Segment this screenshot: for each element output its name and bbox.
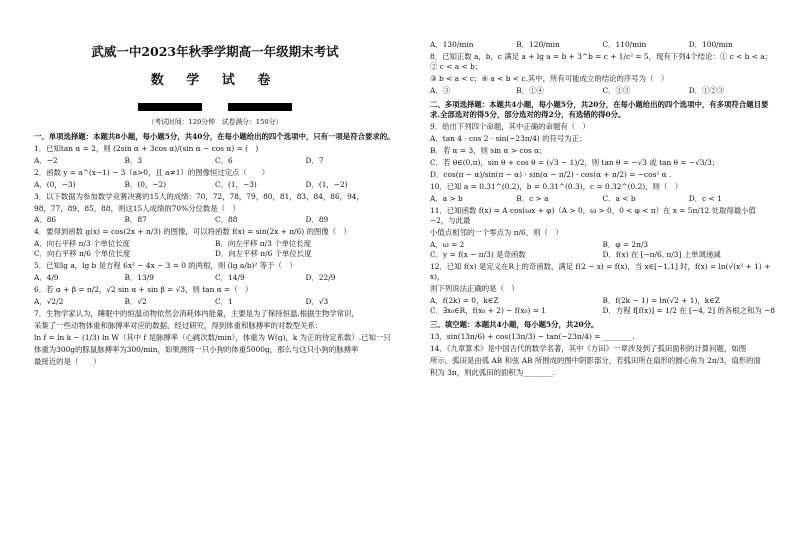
redaction-bar <box>138 103 202 111</box>
question-12-cont: 则下列说法正确的是（ ） <box>430 283 519 293</box>
question-4-options <box>34 239 396 259</box>
exam-meta: （考试时间：120分钟 试卷满分：150分） <box>147 118 283 127</box>
question-4: 4．要得到函数 g(x) = cos(2x + π/3) 的图像，可以将函数 f(x) = sin(2x + π/6) 的图像（ ） <box>34 227 351 237</box>
option: C．若 θ∈(0,π)，sin θ + cos θ = (√3 − 1)/2，则 tan θ = −√3 或 tan θ = −√3/3； <box>430 157 720 167</box>
question-12-options <box>430 296 775 316</box>
option: D．22/9 <box>305 273 336 283</box>
left-column <box>34 0 396 550</box>
redacted-blocks <box>34 103 396 111</box>
question-2-options <box>34 180 396 190</box>
option: D．(1，−2) <box>305 179 348 189</box>
option: C．1 <box>215 297 233 307</box>
question-1-options <box>34 156 396 166</box>
section-heading: 二、多项选择题：本题共4小题，每小题5分，共20分，在每小题给出的四个选项中，有多项符合题目要求.全部选对的得5分，部分选对的得2分，有选错的得0分。 <box>430 99 769 119</box>
option: A．86 <box>34 215 57 225</box>
question-14-cont: 所示，弧田是由弧 AB 和弦 AB 所围成的图中阴影部分，若弧田所在扇形的圆心角为 2π/3，扇形的面 <box>430 355 761 365</box>
option: D．89 <box>305 215 329 225</box>
option: C．①③ <box>602 85 631 95</box>
question-6-options <box>34 297 396 307</box>
right-column <box>430 0 775 550</box>
option: B．c > a <box>516 193 549 203</box>
option: C．y = f(x − π/3) 是奇函数 <box>430 249 526 259</box>
option: D．c < 1 <box>688 193 722 203</box>
question-13: 13．sin(13π/6) + cos(13π/3) − tan(−23π/4) = ________. <box>430 331 635 341</box>
question-14-cont: 积为 3π，则此弧田的面积为________. <box>430 367 556 377</box>
option: A．ω = 2 <box>430 239 465 249</box>
question-7-cont: ln f = ln k − (1/3) ln W（其中 f 是脉搏率（心跳次数/min），体重为 W(g)，k 为正的待定系数）.已知一只 <box>34 333 391 343</box>
question-7-cont: 体重为300g的豚鼠脉搏率为300/min，如果测得一只小狗的体重5000g，那么与这只小狗的脉搏率 <box>34 345 359 355</box>
option: A．130/min <box>430 40 474 49</box>
section-heading: 一、单项选择题：本题共8小题，每小题5分，共40分，在每小题给出的四个选项中，只有一项是符合要求的。 <box>34 131 395 141</box>
question-8-cont: ③ b < a < c；④ a < b < c.其中，所有可能成立的结论的序号为（ ） <box>430 73 669 83</box>
option: C．∃x₀∈R，f(x₀ + 2) − f(x₀) = 1 <box>430 305 546 315</box>
option: A．√2/2 <box>34 297 64 307</box>
question-10: 10．已知 a = 0.31^(0.2)，b = 0.31^(0.3)，c = 0.32^(0.2)，则（ ） <box>430 181 683 191</box>
question-3-cont: 98，77，89，85，88，则这15人成绩的70%分位数是（ ） <box>34 203 240 213</box>
option: B．3 <box>124 155 143 165</box>
question-2: 2．函数 y = a^(x−1) − 3（a>0，且 a≠1）的图像恒过定点（ ） <box>34 167 270 177</box>
question-7-cont: 最接近的是（ ） <box>34 357 101 367</box>
option: B．①④ <box>516 85 544 95</box>
question-7-cont: 采集了一些动物体重和脉搏率对应的数据，经过研究，得到体重和脉搏率的对数型关系： <box>34 321 323 331</box>
question-1: 1．已知tan α = 2，则 (2sin α + 3cos α)/(sin α − cos α) = ( ) <box>34 143 259 153</box>
question-5-options <box>34 273 396 283</box>
option: B．若 α = 3，则 sin α > cos α； <box>430 145 547 155</box>
option: B．√2 <box>124 297 147 307</box>
option: C．向右平移 π/6 个单位长度 <box>34 249 131 259</box>
question-8: 8．已知正数 a，b，c 满足 a + lg a = b + 3^b = c + 1/c² = 5，现有下列4个结论：① c < b < a；② c < a < b； <box>430 51 773 71</box>
option: B．87 <box>124 215 147 225</box>
redaction-bar <box>228 103 292 111</box>
option: B．120/min <box>516 40 560 49</box>
option: A．f(2k) = 0，k∈Z <box>430 295 499 305</box>
question-8-options <box>430 86 775 96</box>
option: D．①②③ <box>688 85 725 95</box>
question-11: 11．已知函数 f(x) = A cos(ωx + φ)（A > 0，ω > 0，0 < φ < π）在 x = 5π/12 处取得最小值 −2，与此最 <box>430 205 756 225</box>
question-11-cont: 小值点相邻的一个零点为 π/6，则（ ） <box>430 227 563 237</box>
option: C．(1，−3) <box>215 179 257 189</box>
option: A．向右平移 π/3 个单位长度 <box>34 239 130 249</box>
option: D．f(x) 在 [−π/6, π/3] 上单调递减 <box>602 249 721 259</box>
option: B．φ = 2π/3 <box>602 239 649 249</box>
question-7-options <box>430 40 775 50</box>
question-14: 14．《九章算术》是中国古代的数学名著，其中《方田》一章涉及到了弧田面积的计算问题，如图 <box>430 343 747 353</box>
option: A．(0，−3) <box>34 179 76 189</box>
option: D．7 <box>305 155 324 165</box>
question-5: 5．已知lg a，lg b 是方程 6x² − 4x − 3 = 0 的两根，则 (lg a/b)² 等于（ ） <box>34 261 297 271</box>
exam-subtitle: 数 学 试 卷 <box>150 72 280 88</box>
question-10-options <box>430 194 775 204</box>
question-7: 7．生物学家认为，睡眠中的恒温动物依然会消耗体内能量，主要是为了保持恒温.根据生物学常识， <box>34 309 359 319</box>
option: C．6 <box>215 155 233 165</box>
option: C．88 <box>215 215 238 225</box>
option: D．cos(π − α)/sin(π − α) · sin(α − π/2) · cos(α + π/2) = −cos² α . <box>430 169 672 179</box>
option: A．−2 <box>34 155 58 165</box>
option: D．√3 <box>305 297 329 307</box>
option: A．③ <box>430 85 451 95</box>
exam-title: 武威一中2023年秋季学期高一年级期末考试 <box>91 44 339 59</box>
option: D．向左平移 π/6 个单位长度 <box>215 249 312 259</box>
option: D．方程 f[f(x)] = 1/2 在 [−4, 2] 的各根之和为 −8 <box>602 305 775 315</box>
option: D．100/min <box>688 40 733 49</box>
option: A．tan 4 · cos 2 · sin(−23π/4) 的符号为正； <box>430 133 587 143</box>
option: B．13/9 <box>124 273 154 283</box>
option: C．110/min <box>602 40 647 49</box>
question-3-options <box>34 215 396 225</box>
option: A．4/9 <box>34 273 59 283</box>
option: B．(0，−2) <box>124 179 167 189</box>
question-12: 12．已知 f(x) 是定义在R上的奇函数，满足 f(2 − x) = f(x)，当 x∈[−1,1] 时，f(x) = ln(√(x² + 1) + x)， <box>430 261 771 281</box>
section-heading: 三、填空题：本题共4小题，每小题5分，共20分。 <box>430 319 599 329</box>
question-9: 9．给出下列四个命题，其中正确的命题有（ ） <box>430 121 590 131</box>
option: C．a < b <box>602 193 636 203</box>
question-3: 3．以下数据为参加数学竞赛决赛的15人的成绩：70，72，78，79，80，81，83，84，86，94， <box>34 191 364 201</box>
question-6: 6．若 α + β = π/2，√2 sin α + sin β = √3，则 tan α =（ ） <box>34 285 253 295</box>
option: B．f(2k − 1) = ln(√2 + 1)，k∈Z <box>602 295 720 305</box>
question-11-options <box>430 240 775 260</box>
option: B．向左平移 π/3 个单位长度 <box>215 239 312 249</box>
option: C．14/9 <box>215 273 245 283</box>
option: A．a > b <box>430 193 463 203</box>
